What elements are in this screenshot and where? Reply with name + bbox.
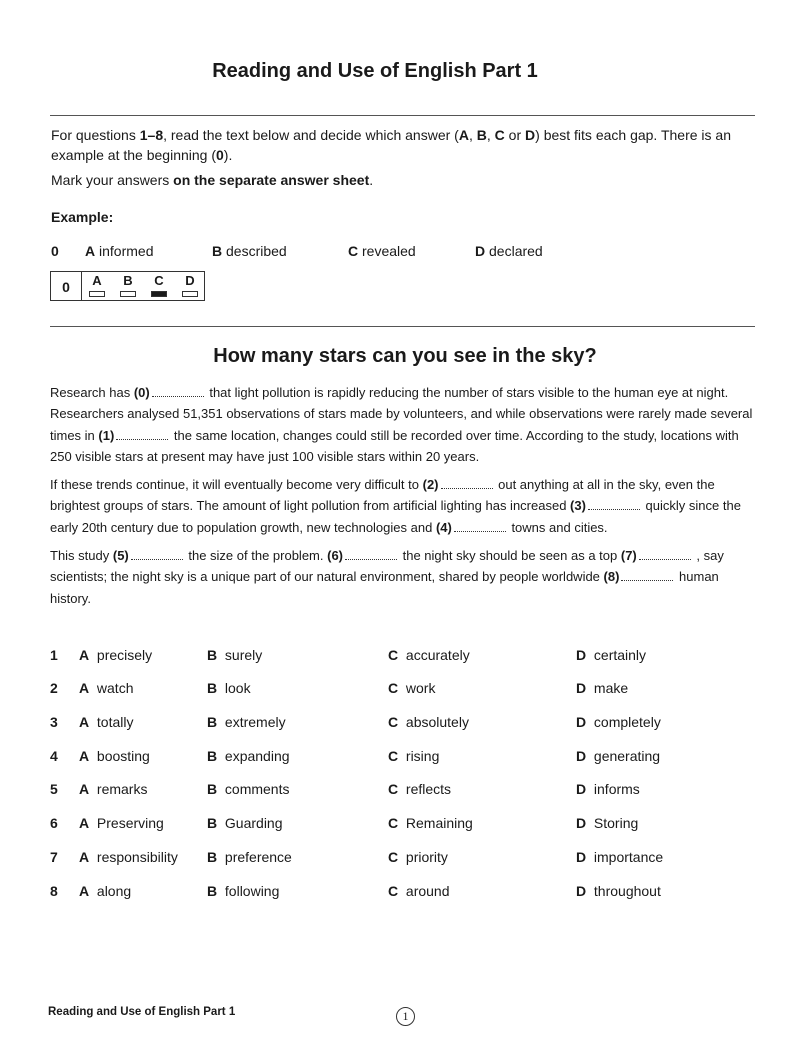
option-b[interactable]: B surely (207, 647, 263, 663)
option-b[interactable]: B extremely (207, 714, 286, 730)
option-a[interactable]: A watch (79, 680, 134, 696)
answer-lozenge-c (151, 291, 167, 297)
gap-0 (152, 386, 204, 397)
option-a[interactable]: A precisely (79, 647, 153, 663)
passage-text (50, 382, 762, 616)
gap-label-1: (1) (98, 427, 115, 443)
example-label: Example: (51, 209, 114, 225)
page-title: Reading and Use of English Part 1 (212, 60, 538, 82)
gap-label-0: (0) (133, 385, 150, 400)
option-d[interactable]: D importance (576, 849, 664, 865)
passage-paragraph-3: This study (5) the size of the problem. (6) the night sky should be seen as a top (7) , say scientists; the night sky is a unique part of our natural environment, shared by people worldwide (8) human history. (50, 548, 724, 606)
option-b[interactable]: B preference (207, 849, 292, 865)
option-c[interactable]: C absolutely (388, 714, 469, 730)
instructions-line-2: Mark your answers on the separate answer sheet. (51, 172, 374, 188)
passage-paragraph-2: If these trends continue, it will eventually become very difficult to (2) out anything at all in the sky, even the brightest groups of stars. The amount of light pollution from artificial lighting has increased (3) quickly since the early 20th century due to population growth, new technologies and (4) towns and cities. (50, 477, 741, 535)
question-row: 4 A boosting B expanding C rising D generating (50, 748, 661, 764)
answer-lozenge-a (89, 291, 105, 297)
question-row: 7 A responsibility B preference C priority D importance (50, 849, 664, 865)
example-row (51, 243, 651, 263)
option-a[interactable]: A boosting (79, 748, 150, 764)
example-number: 0 (51, 243, 59, 259)
answer-option-c[interactable]: C (149, 274, 169, 297)
gap-label-2: (2) (422, 477, 439, 493)
answer-lozenge-d (182, 291, 198, 297)
option-b[interactable]: B Guarding (207, 815, 283, 831)
divider-middle (50, 326, 755, 327)
passage-title: How many stars can you see in the sky? (213, 345, 597, 367)
example-answer-box (50, 271, 205, 301)
option-a[interactable]: A Preserving (79, 815, 164, 831)
answer-option-b[interactable]: B (118, 274, 138, 297)
answer-option-d[interactable]: D (180, 274, 200, 297)
option-c[interactable]: C reflects (388, 781, 452, 797)
gap-label-7: (7) (620, 548, 637, 564)
example-option-a: A informed (85, 243, 154, 259)
option-c[interactable]: C work (388, 680, 436, 696)
instructions-line-1: For questions 1–8, read the text below and decide which answer (A, B, C or D) best fits each gap. There is an example at the beginning (0). (51, 127, 731, 163)
gap-label-4: (4) (435, 519, 452, 535)
option-a[interactable]: A responsibility (79, 849, 178, 865)
option-c[interactable]: C priority (388, 849, 448, 865)
gap-7 (639, 549, 691, 560)
option-c[interactable]: C rising (388, 748, 440, 764)
option-b[interactable]: B look (207, 680, 251, 696)
gap-label-6: (6) (327, 548, 343, 564)
instructions (51, 126, 756, 197)
option-a[interactable]: A along (79, 883, 132, 899)
gap-label-5: (5) (112, 548, 129, 564)
gap-label-8: (8) (603, 569, 620, 585)
option-d[interactable]: D generating (576, 748, 661, 764)
gap-4 (454, 521, 506, 532)
question-row: 5 A remarks B comments C reflects D informs (50, 781, 640, 797)
option-d[interactable]: D certainly (576, 647, 647, 663)
example-option-d: D declared (475, 243, 543, 259)
gap-3 (588, 499, 640, 510)
footer-label: Reading and Use of English Part 1 (48, 1006, 236, 1018)
option-d[interactable]: D throughout (576, 883, 661, 899)
option-b[interactable]: B expanding (207, 748, 290, 764)
option-c[interactable]: C accurately (388, 647, 470, 663)
question-row: 1 A precisely B surely C accurately D certainly (50, 647, 647, 663)
option-b[interactable]: B comments (207, 781, 290, 797)
gap-8 (621, 570, 673, 581)
divider-top (50, 115, 755, 116)
option-c[interactable]: C around (388, 883, 450, 899)
option-d[interactable]: D make (576, 680, 629, 696)
gap-5 (131, 549, 183, 560)
example-option-c: C revealed (348, 243, 416, 259)
option-c[interactable]: C Remaining (388, 815, 473, 831)
option-d[interactable]: D informs (576, 781, 640, 797)
gap-label-3: (3) (570, 498, 586, 514)
gap-6 (345, 549, 397, 560)
page-number: 1 (396, 1007, 415, 1026)
option-a[interactable]: A totally (79, 714, 134, 730)
question-row: 8 A along B following C around D throughout (50, 883, 661, 899)
question-row: 3 A totally B extremely C absolutely D completely (50, 714, 661, 730)
example-option-b: B described (212, 243, 287, 259)
option-a[interactable]: A remarks (79, 781, 148, 797)
answer-option-a[interactable]: A (87, 274, 107, 297)
question-row: 6 A Preserving B Guarding C Remaining D Storing (50, 815, 639, 831)
answer-lozenge-b (120, 291, 136, 297)
gap-1 (116, 429, 168, 440)
answer-box-number: 0 (51, 272, 82, 300)
option-d[interactable]: D Storing (576, 815, 639, 831)
option-d[interactable]: D completely (576, 714, 661, 730)
option-b[interactable]: B following (207, 883, 280, 899)
gap-2 (441, 478, 493, 489)
question-row: 2 A watch B look C work D make (50, 680, 629, 696)
passage-paragraph-1: Research has (0) that light pollution is rapidly reducing the number of stars visible to the human eye at night. Researchers analysed 51,351 observations of stars made by volunteers, and while observations were rarely made several times in (1) the same location, changes could still be recorded over time. According to the study, locations with 250 visible stars at present may have just 100 visible stars within 20 years. (50, 385, 753, 464)
